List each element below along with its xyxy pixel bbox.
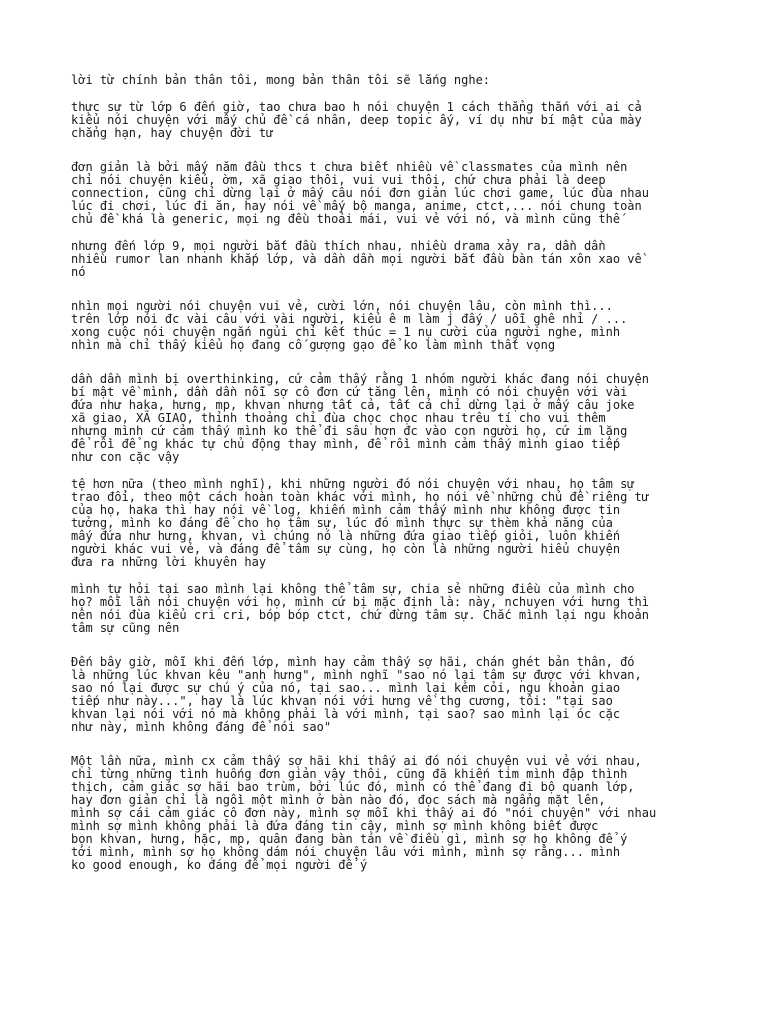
paragraph-2: đơn giản là bởi mấy năm đầu thcs t chưa biết nhiều về classmates của mình nên chỉ nói chuyện kiểu, ờm, xã giao thôi, vui vui thôi, chứ chưa phải là deep connection, cũng chỉ dừng lại ở mấy câu nói đơn giản lúc chơi game, lúc đùa nhau lúc đi chơi, lúc đi ăn, hay nói về mấy bộ manga, anime, ctct,... nói chung toàn chủ đề khá là generic, mọi ng đều thoải mái, vui vẻ với nó, và mình cũng thế <box>71 160 649 226</box>
paragraph-9: Một lần nữa, mình cx cảm thấy sợ hãi khi thấy ai đó nói chuyện vui vẻ với nhau, chỉ từng những tình huống đơn giản vậy thôi, cũng đã khiến tim mình đập thình thịch, cảm giác sợ hãi bao trùm, bởi lúc đó, mình có thể đang đi bộ quanh lớp, hay đơn giản chỉ là ngồi một mình ở bàn nào đó, đọc sách mà ngẩng mặt lên, mình sợ cái cảm giác cô đơn này, mình sợ mỗi khi thấy ai đó "nói chuyện" với nhau mình sợ mình không phải là đứa đáng tin cậy, mình sợ mình không biết được bọn khvan, hưng, hặc, mp, quân đang bàn tán về điều gì, mình sợ họ không để ý tới mình, mình sợ họ không dám nói chuyện lâu với mình, mình sợ rằng... mình ko good enough, ko đáng để mọi người để ý <box>71 754 657 872</box>
paragraph-7: mình tự hỏi tại sao mình lại không thể tâm sự, chia sẻ những điều của mình cho họ? mỗi lần nói chuyện với họ, mình cứ bị mặc định là: này, nchuyen với hưng thì nên nói đùa kiểu cri cri, bóp bóp ctct, chứ đừng tâm sự. Chắc mình lại ngu khoản tâm sự cũng nên <box>71 582 649 635</box>
paragraph-intro: lời từ chính bản thân tôi, mong bản thân tôi sẽ lắng nghe: <box>71 73 491 87</box>
paragraph-1: thực sự từ lớp 6 đến giờ, tao chưa bao h nói chuyện 1 cách thẳng thắn với ai cả kiểu nói chuyện với mấy chủ đề cá nhân, deep topic ấy, ví dụ như bí mật của mày chẳng hạn, hay chuyện đời tư <box>71 100 642 140</box>
paragraph-3: nhưng đến lớp 9, mọi người bắt đầu thích nhau, nhiều drama xảy ra, dần dần nhiều rumor lan nhanh khắp lớp, và dần dần mọi người bắt đầu bàn tán xôn xao về nó <box>71 239 642 279</box>
paragraph-8: Đến bây giờ, mỗi khi đến lớp, mình hay cảm thấy sợ hãi, chán ghét bản thân, đó là những lúc khvan kêu "anh hưng", mình nghĩ "sao nó lại tâm sự được với khvan, sao nó lại được sự chú ý của nó, tại sao... mình lại kém cỏi, ngu khoản giao tiếp như này...", hay là lúc khvan nói với hưng về thg cương, tôi: "tại sao khvan lại nói với nó mà không phải là với mình, tại sao? sao mình lại óc cặc như này, mình không đáng để nói sao" <box>71 655 642 734</box>
paragraph-6: tệ hơn nữa (theo mình nghĩ), khi những người đó nói chuyện với nhau, họ tâm sự trao đổi, theo một cách hoàn toàn khác với mình, họ nói về những chủ đề riêng tư của họ, haka thì hay nói về log, khiến mình cảm thấy mình như không được tin tưởng, mình ko đáng để cho họ tâm sự, lúc đó mình thực sự thèm khả năng của mấy đứa như hưng, khvan, vì chúng nó là những đứa giao tiếp giỏi, luôn khiến người khác vui vẻ, và đáng để tâm sự cùng, họ còn là những người hiểu chuyện đưa ra những lời khuyên hay <box>71 477 649 569</box>
document-page <box>71 74 761 872</box>
paragraph-5: dần dần mình bị overthinking, cứ cảm thấy rằng 1 nhóm người khác đang nói chuyện bí mật về mình, dần dần nỗi sợ cô đơn cứ tăng lên, mình có nói chuyện với vài đứa như haka, hưng, mp, khvan nhưng tất cả, tất cả chỉ dừng lại ở mấy câu joke xã giao, XÃ GIAO, thỉnh thoảng chỉ đùa chọc chọc nhau trêu tí cho vui thêm nhưng mình cứ cảm thấy mình ko thể đi sâu hơn đc vào con người họ, cứ im lặng để rồi để ng khác tự chủ động thay mình, để rồi mình cảm thấy mình giao tiếp như con cặc vậy <box>71 372 649 464</box>
paragraph-4: nhìn mọi người nói chuyện vui vẻ, cười lớn, nói chuyện lâu, còn mình thì... trên lớp nói đc vài câu với vài người, kiểu ê m làm j đấy / uỗi ghê nhỉ / ... xong cuộc nói chuyện ngắn ngủi chỉ kết thúc = 1 nụ cười của người nghe, mình nhìn mà chỉ thấy kiểu họ đang cố gượng gạo để ko làm mình thất vọng <box>71 299 628 352</box>
